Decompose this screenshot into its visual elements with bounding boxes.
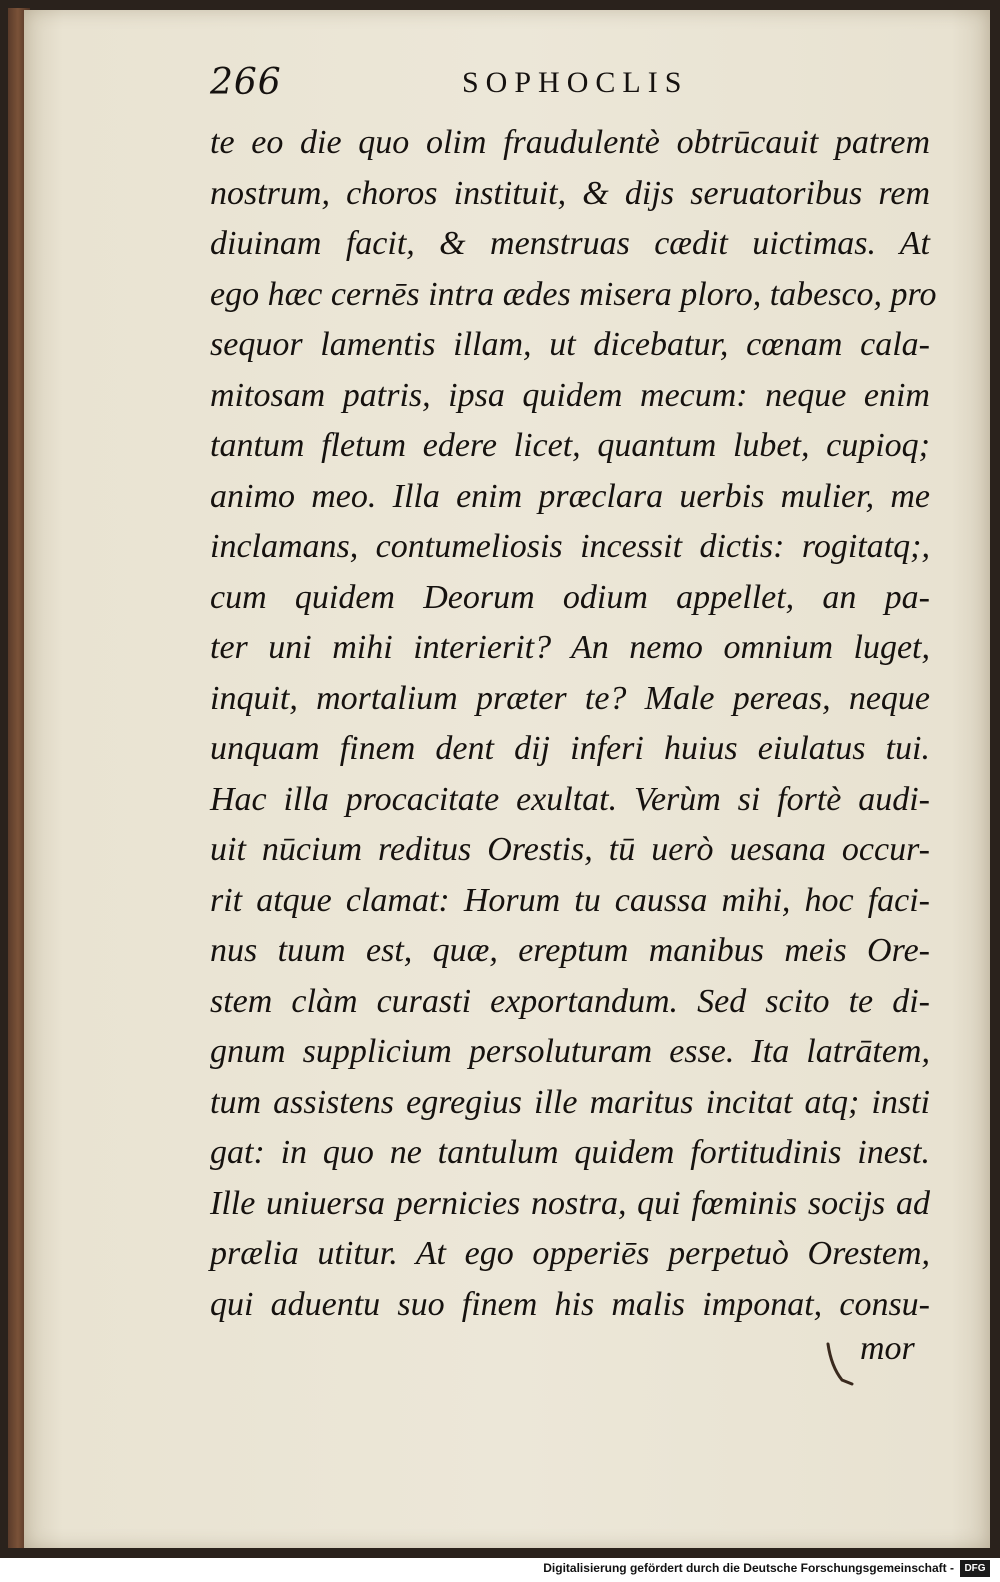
ink-flourish-mark: [822, 1340, 862, 1390]
text-line: uit nūcium reditus Orestis, tū uerò uesana occur-: [210, 831, 930, 868]
text-line: unquam finem dent dij inferi huius eiulatus tui.: [210, 730, 930, 767]
text-line: tum assistens egregius ille maritus incitat atq; insti: [210, 1083, 930, 1121]
text-line: inquit, mortalium præter te? Male pereas, neque: [210, 679, 930, 717]
text-line: inclamans, contumeliosis incessit dictis: rogitatq;,: [210, 528, 930, 565]
text-line: ter uni mihi interierit? An nemo omnium luget,: [210, 629, 930, 666]
text-line: te eo die quo olim fraudulentè obtrūcauit patrem: [210, 124, 930, 161]
text-line: gat: in quo ne tantulum quidem fortitudinis inest.: [210, 1134, 930, 1171]
text-line: stem clàm curasti exportandum. Sed scito te di-: [210, 982, 930, 1020]
funding-note: Digitalisierung gefördert durch die Deutsche Forschungsgemeinschaft -: [543, 1561, 954, 1575]
dfg-logo: DFG: [960, 1560, 990, 1577]
running-title: SOPHOCLIS: [462, 66, 689, 99]
footer-bar: [0, 1558, 1000, 1582]
text-line: sequor lamentis illam, ut dicebatur, cœnam cala-: [210, 326, 930, 363]
text-line: nostrum, choros instituit, & dijs seruatoribus rem: [210, 174, 930, 212]
page-number: 266: [210, 62, 282, 103]
text-line: diuinam facit, & menstruas cædit uictimas. At: [210, 225, 930, 262]
text-line: mitosam patris, ipsa quidem mecum: neque enim: [210, 376, 930, 414]
text-line: prælia utitur. At ego opperiēs perpetuò Orestem,: [210, 1235, 930, 1272]
text-line: Hac illa procacitate exultat. Verùm si fortè audi-: [210, 780, 930, 818]
text-line: cum quidem Deorum odium appellet, an pa-: [210, 578, 930, 616]
text-line: rit atque clamat: Horum tu caussa mihi, hoc faci-: [210, 881, 930, 919]
text-block: [210, 118, 937, 1330]
text-line: gnum supplicium persoluturam esse. Ita latrātem,: [210, 1033, 930, 1070]
text-line: qui aduentu suo finem his malis imponat, consu-: [210, 1285, 930, 1323]
text-line: animo meo. Illa enim præclara uerbis mulier, me: [210, 477, 930, 515]
text-line: Ille uniuersa pernicies nostra, qui fœminis socijs ad: [210, 1184, 930, 1222]
text-line: tantum fletum edere licet, quantum lubet, cupioq;: [210, 427, 930, 464]
catchword: mor: [860, 1330, 915, 1367]
text-line: nus tuum est, quæ, ereptum manibus meis Ore-: [210, 932, 930, 969]
text-line: ego hæc cernēs intra ædes misera ploro, tabesco, pro: [210, 275, 937, 313]
running-head: [210, 62, 750, 112]
